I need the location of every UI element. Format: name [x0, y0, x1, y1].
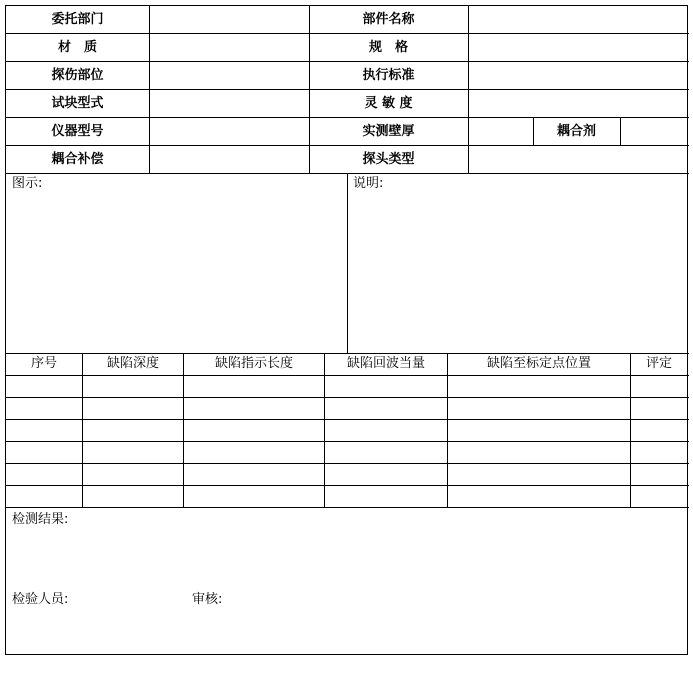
- col-header-evaluation: 评定: [645, 356, 672, 371]
- column-divider: [183, 353, 184, 507]
- field-probe-type[interactable]: [469, 146, 687, 173]
- field-standard[interactable]: [469, 62, 687, 89]
- label-notes: 说明:: [353, 176, 384, 191]
- label-diagram: 图示:: [12, 176, 43, 191]
- row-divider: [6, 397, 689, 398]
- label-measured-thickness: 实测壁厚: [362, 124, 415, 139]
- column-divider: [309, 6, 310, 173]
- label-test-block-type: 试块型式: [51, 96, 104, 111]
- field-inspection-area[interactable]: [150, 62, 309, 89]
- field-specification[interactable]: [469, 34, 687, 61]
- row-divider: [6, 485, 689, 486]
- field-reviewer-signature[interactable]: [236, 590, 376, 610]
- label-part-name: 部件名称: [362, 12, 415, 27]
- label-inspector: 检验人员:: [12, 592, 69, 607]
- col-header-indication-length: 缺陷指示长度: [214, 356, 293, 371]
- section-divider: [6, 353, 689, 354]
- col-header-position: 缺陷至标定点位置: [486, 356, 591, 371]
- column-divider: [630, 353, 631, 507]
- field-part-name[interactable]: [469, 6, 687, 33]
- label-material: 材 质: [57, 40, 97, 55]
- label-reviewer: 审核:: [192, 592, 223, 607]
- field-instrument-model[interactable]: [150, 118, 309, 145]
- field-material[interactable]: [150, 34, 309, 61]
- notes-area[interactable]: [348, 192, 687, 353]
- label-entrusting-dept: 委托部门: [51, 12, 104, 27]
- row-divider: [6, 441, 689, 442]
- label-instrument-model: 仪器型号: [51, 124, 104, 139]
- label-sensitivity: 灵 敏 度: [364, 96, 413, 111]
- row-divider: [6, 463, 689, 464]
- field-coupling-compensation[interactable]: [150, 146, 309, 173]
- column-divider: [324, 353, 325, 507]
- row-divider: [6, 117, 689, 118]
- label-specification: 规 格: [368, 40, 408, 55]
- label-coupling-compensation: 耦合补偿: [51, 152, 104, 167]
- field-sensitivity[interactable]: [469, 90, 687, 117]
- field-entrusting-dept[interactable]: [150, 6, 309, 33]
- column-divider: [447, 353, 448, 507]
- row-divider: [6, 419, 689, 420]
- label-standard: 执行标准: [362, 68, 415, 83]
- label-inspection-area: 探伤部位: [51, 68, 104, 83]
- col-header-echo-equivalent: 缺陷回波当量: [346, 356, 425, 371]
- diagram-area[interactable]: [6, 192, 347, 353]
- col-header-number: 序号: [30, 356, 57, 371]
- field-couplant[interactable]: [621, 118, 687, 145]
- inspection-form: [5, 5, 688, 655]
- label-probe-type: 探头类型: [362, 152, 415, 167]
- field-measured-thickness[interactable]: [469, 118, 533, 145]
- row-divider: [6, 375, 689, 376]
- col-header-defect-depth: 缺陷深度: [106, 356, 159, 371]
- label-couplant: 耦合剂: [556, 124, 596, 139]
- label-result: 检测结果:: [12, 512, 69, 527]
- field-test-block-type[interactable]: [150, 90, 309, 117]
- field-inspector-signature[interactable]: [86, 590, 186, 610]
- column-divider: [82, 353, 83, 507]
- section-divider: [6, 507, 689, 508]
